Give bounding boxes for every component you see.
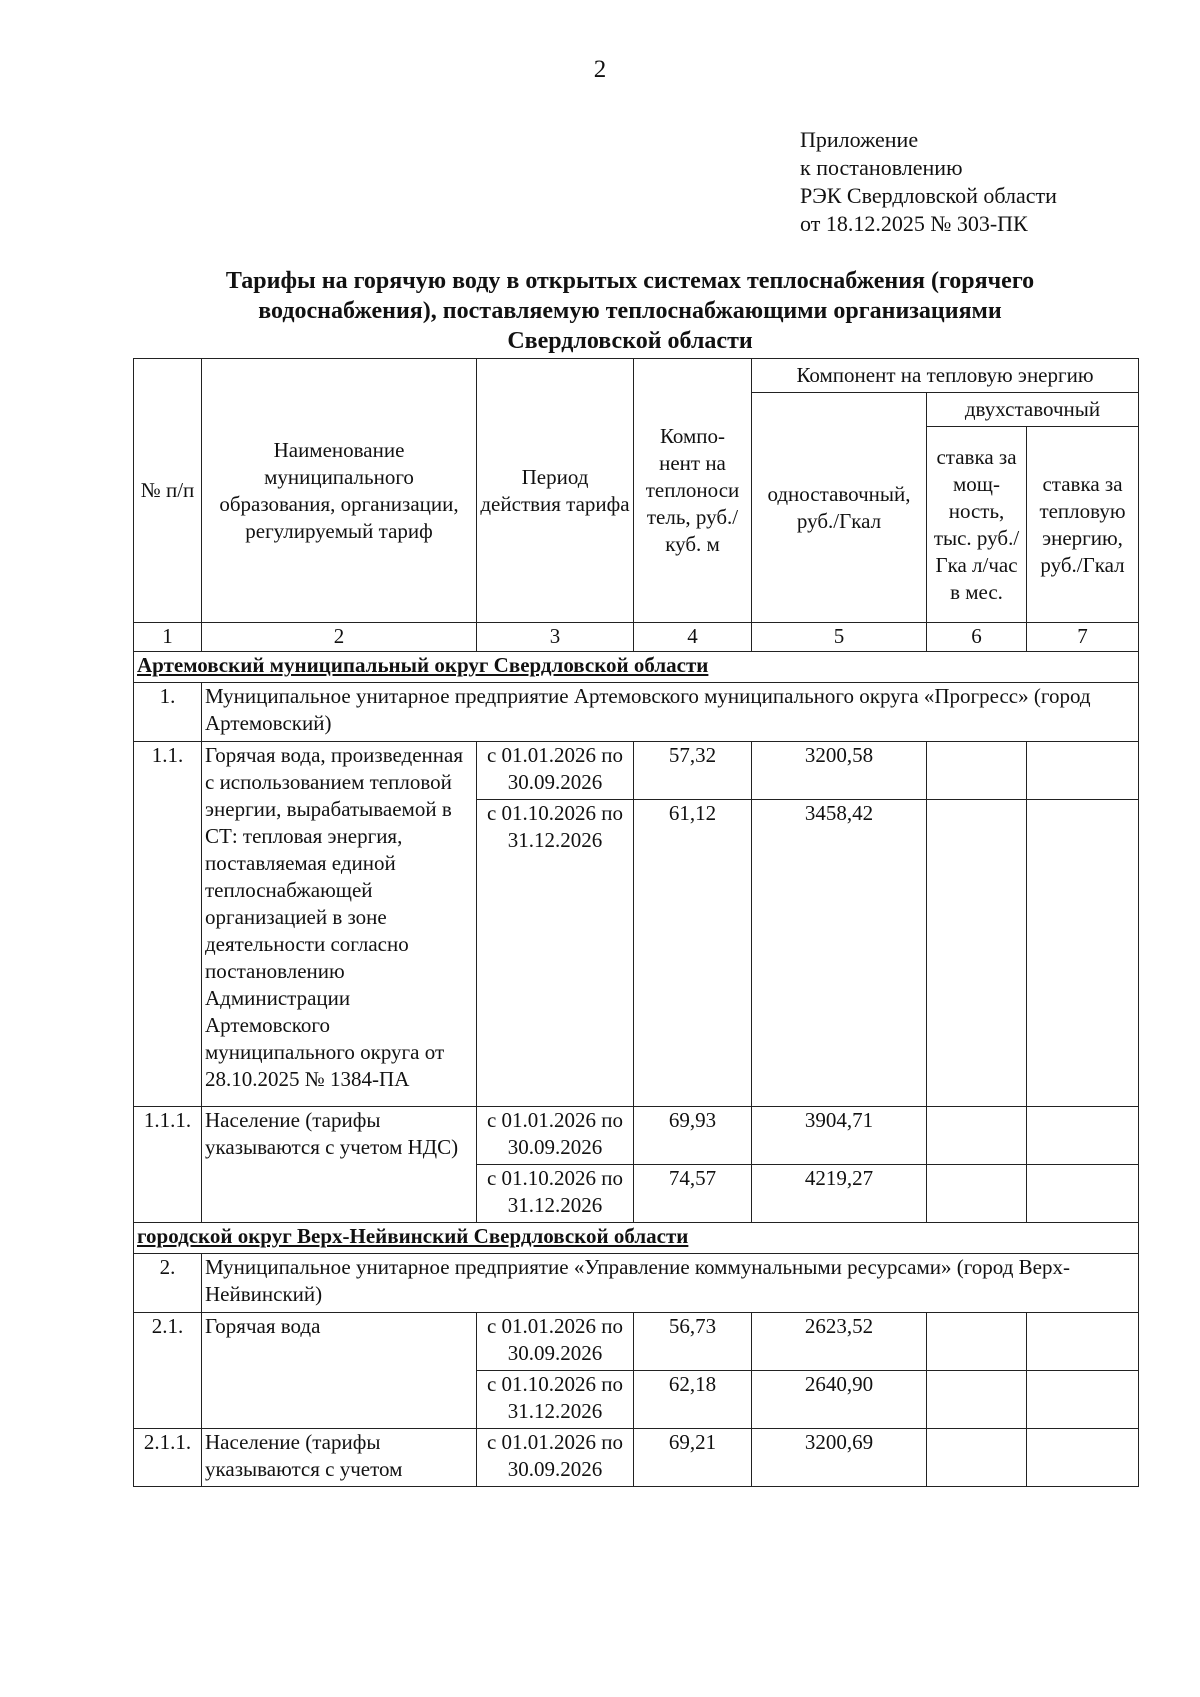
tariff-period: с 01.01.2026 по 30.09.2026	[477, 1429, 634, 1487]
item-number: 1.1.1.	[134, 1107, 202, 1223]
carrier-value: 61,12	[634, 800, 752, 1107]
item-name: Население (тарифы указываются с учетом	[202, 1429, 477, 1487]
capacity-rate-cell	[927, 1165, 1027, 1223]
column-number: 6	[927, 623, 1027, 652]
single-rate-value: 4219,27	[752, 1165, 927, 1223]
carrier-value: 74,57	[634, 1165, 752, 1223]
organization-row	[134, 683, 1139, 742]
item-number: 2.1.	[134, 1313, 202, 1429]
org-name: Муниципальное унитарное предприятие «Управление коммунальными ресурсами» (город Верх-Нейвинский)	[202, 1254, 1139, 1313]
tariff-period: с 01.01.2026 по 30.09.2026	[477, 1313, 634, 1371]
carrier-value: 56,73	[634, 1313, 752, 1371]
item-name: Горячая вода, произведенная с использованием тепловой энергии, вырабатываемой в СТ: тепловая энергия, поставляемая единой теплоснабжающей организацией в зоне деятельности согласно постановлению Администрации Артемовского муниципального округа от 28.10.2025 № 1384-ПА	[202, 742, 477, 1107]
org-number: 2.	[134, 1254, 202, 1313]
appendix-line: от 18.12.2025 № 303-ПК	[800, 211, 1028, 236]
document-title	[130, 266, 1130, 356]
tariff-period: с 01.10.2026 по 31.12.2026	[477, 1165, 634, 1223]
column-numbers-row	[134, 623, 1139, 652]
appendix-note	[800, 126, 1057, 238]
appendix-line: Приложение	[800, 127, 919, 152]
tariff-row	[134, 742, 1139, 800]
capacity-rate-cell	[927, 1429, 1027, 1487]
energy-rate-cell	[1027, 1107, 1139, 1165]
column-number: 3	[477, 623, 634, 652]
header-energy: ставка за тепловую энергию, руб./Гкал	[1027, 427, 1139, 623]
carrier-value: 57,32	[634, 742, 752, 800]
column-number: 2	[202, 623, 477, 652]
single-rate-value: 3200,58	[752, 742, 927, 800]
header-num: № п/п	[134, 359, 202, 623]
carrier-value: 62,18	[634, 1371, 752, 1429]
energy-rate-cell	[1027, 742, 1139, 800]
section-title: городской округ Верх-Нейвинский Свердловской области	[134, 1223, 1139, 1254]
capacity-rate-cell	[927, 800, 1027, 1107]
title-line: Тарифы на горячую воду в открытых системах теплоснабжения (горячего	[225, 268, 1035, 294]
column-number: 7	[1027, 623, 1139, 652]
energy-rate-cell	[1027, 1313, 1139, 1371]
tariff-row	[134, 1429, 1139, 1487]
header-period: Период действия тарифа	[477, 359, 634, 623]
single-rate-value: 2640,90	[752, 1371, 927, 1429]
tariff-row	[134, 1107, 1139, 1165]
capacity-rate-cell	[927, 1107, 1027, 1165]
header-two-part: двухставочный	[927, 393, 1139, 427]
single-rate-value: 3904,71	[752, 1107, 927, 1165]
carrier-value: 69,21	[634, 1429, 752, 1487]
section-row	[134, 652, 1139, 683]
tariff-period: с 01.01.2026 по 30.09.2026	[477, 1107, 634, 1165]
energy-rate-cell	[1027, 800, 1139, 1107]
appendix-line: к постановлению	[800, 155, 963, 180]
capacity-rate-cell	[927, 742, 1027, 800]
page-number: 2	[593, 56, 607, 83]
title-line: Свердловской области	[507, 328, 753, 354]
single-rate-value: 3458,42	[752, 800, 927, 1107]
column-number: 1	[134, 623, 202, 652]
tariff-table	[133, 358, 1139, 1487]
capacity-rate-cell	[927, 1313, 1027, 1371]
organization-row	[134, 1254, 1139, 1313]
energy-rate-cell	[1027, 1429, 1139, 1487]
tariff-row	[134, 1313, 1139, 1371]
item-name: Население (тарифы указываются с учетом НДС)	[202, 1107, 477, 1223]
item-name: Горячая вода	[202, 1313, 477, 1429]
energy-rate-cell	[1027, 1371, 1139, 1429]
title-line: водоснабжения), поставляемую теплоснабжающими организациями	[258, 298, 1002, 324]
header-capacity: ставка за мощ- ность, тыс. руб./Гка л/час в мес.	[927, 427, 1027, 623]
tariff-period: с 01.10.2026 по 31.12.2026	[477, 1371, 634, 1429]
single-rate-value: 2623,52	[752, 1313, 927, 1371]
carrier-value: 69,93	[634, 1107, 752, 1165]
energy-rate-cell	[1027, 1165, 1139, 1223]
header-thermal: Компонент на тепловую энергию	[752, 359, 1139, 393]
header-single: одноставочный, руб./Гкал	[752, 393, 927, 623]
column-number: 4	[634, 623, 752, 652]
tariff-period: с 01.01.2026 по 30.09.2026	[477, 742, 634, 800]
section-row	[134, 1223, 1139, 1254]
header-name: Наименование муниципального образования, организации, регулируемый тариф	[202, 359, 477, 623]
tariff-period: с 01.10.2026 по 31.12.2026	[477, 800, 634, 1107]
org-name: Муниципальное унитарное предприятие Артемовского муниципального округа «Прогресс» (город Артемовский)	[202, 683, 1139, 742]
column-number: 5	[752, 623, 927, 652]
single-rate-value: 3200,69	[752, 1429, 927, 1487]
item-number: 2.1.1.	[134, 1429, 202, 1487]
item-number: 1.1.	[134, 742, 202, 1107]
org-number: 1.	[134, 683, 202, 742]
capacity-rate-cell	[927, 1371, 1027, 1429]
appendix-line: РЭК Свердловской области	[800, 183, 1057, 208]
section-title: Артемовский муниципальный округ Свердловской области	[134, 652, 1139, 683]
header-carrier: Компо- нент на теплоноси тель, руб./куб. м	[634, 359, 752, 623]
